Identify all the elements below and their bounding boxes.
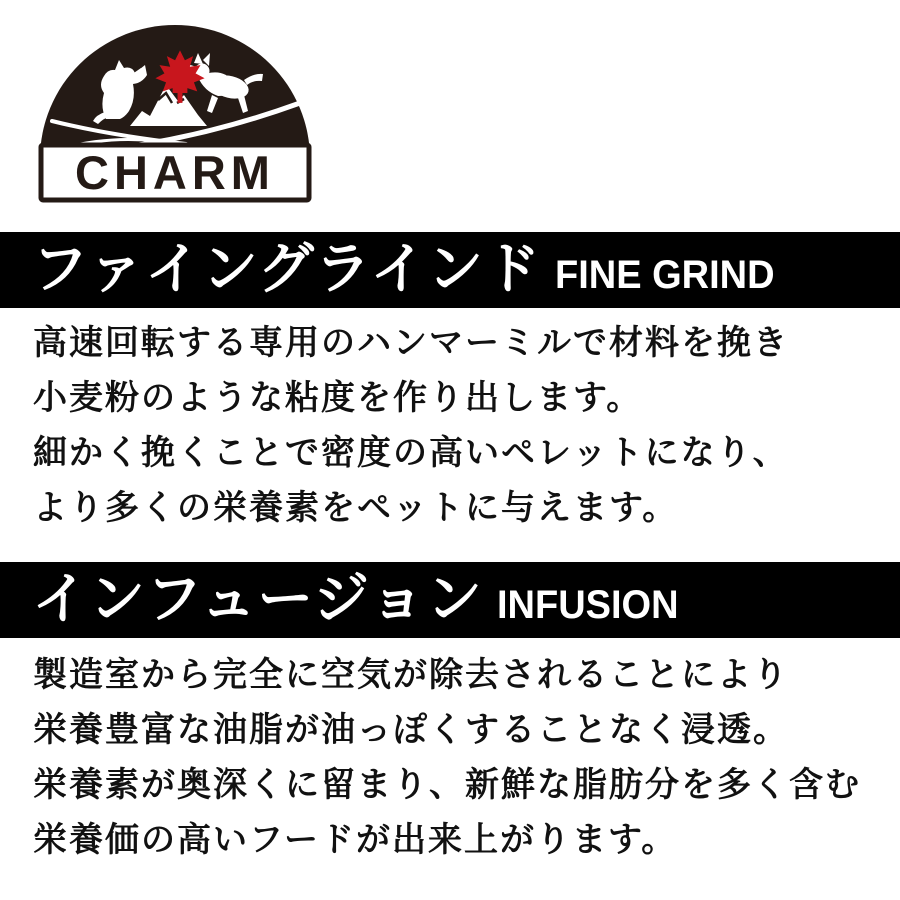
body-line: 栄養素が奥深くに留まり、新鮮な脂肪分を多く含む	[33, 765, 861, 805]
charm-logo	[38, 23, 312, 205]
body-line: 製造室から完全に空気が除去されることにより	[33, 655, 789, 695]
section-body-fine-grind	[33, 316, 789, 536]
banner-title-ja: インフュージョン	[32, 567, 483, 632]
body-line: 高速回転する専用のハンマーミルで材料を挽き	[33, 323, 789, 363]
banner-title-en: INFUSION	[496, 583, 679, 627]
body-line: 細かく挽くことで密度の高いペレットになり、	[33, 433, 789, 473]
banner-title-ja: ファイングラインド	[32, 237, 542, 302]
body-line: 栄養豊富な油脂が油っぽくすることなく浸透。	[33, 710, 789, 750]
body-line: 小麦粉のような粘度を作り出します。	[33, 378, 643, 418]
section-banner-fine-grind	[0, 232, 900, 308]
charm-logo-graphic	[38, 23, 312, 205]
brand-text: CHARM	[75, 146, 275, 199]
body-line: より多くの栄養素をペットに与えます。	[33, 488, 679, 528]
body-line: 栄養価の高いフードが出来上がります。	[33, 820, 678, 860]
section-banner-infusion	[0, 562, 900, 638]
banner-title-en: FINE GRIND	[555, 253, 775, 297]
section-body-infusion	[33, 648, 861, 868]
